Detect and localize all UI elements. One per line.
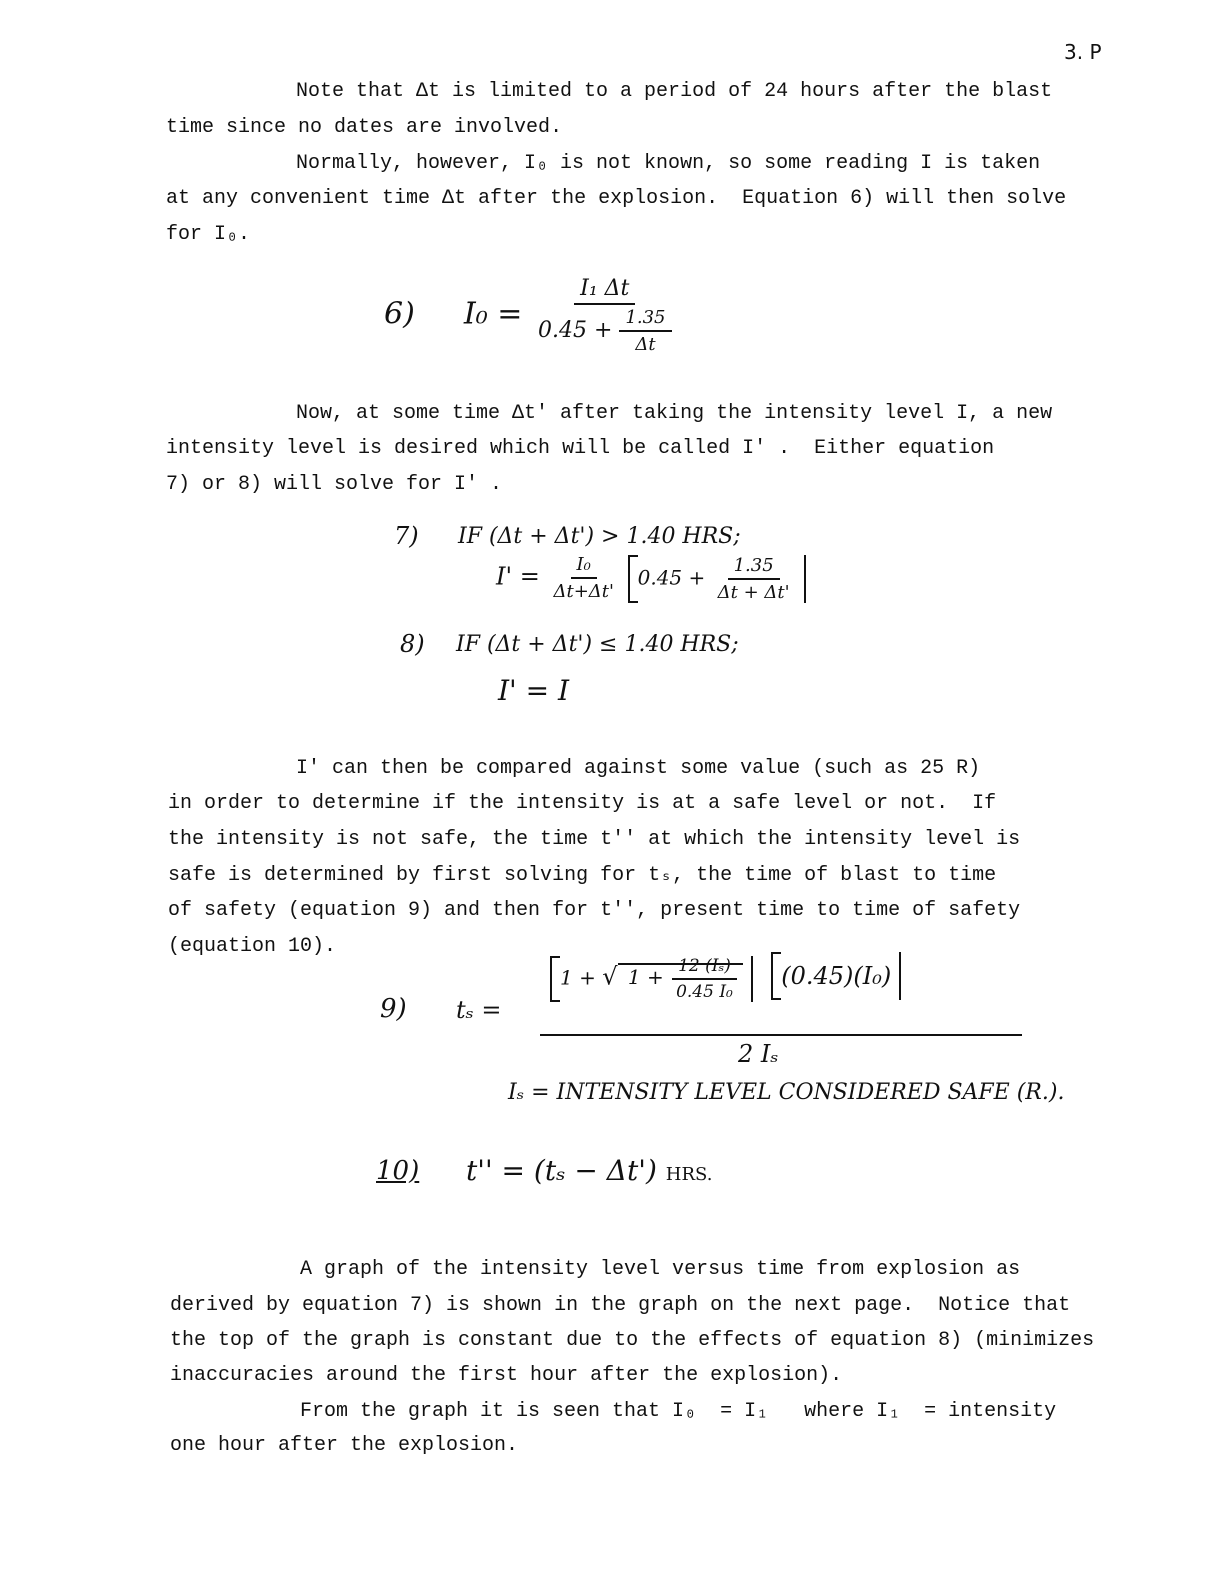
equation-9-denominator: 2 Iₛ [738,1040,779,1068]
equation-9-numerator [550,952,901,1002]
fraction-bar [540,1034,1022,1036]
text-line: Normally, however, I₀ is not known, so some reading I is taken [296,152,1041,175]
page-number: 3. P [1064,40,1102,64]
equation-fraction [547,554,620,602]
inner-numerator: 1.35 [619,307,671,332]
equation-bracket: 1 + √ 1 + $\frac{\text{12 (Iₛ)}}{\text{0.45 I₀}}$ [550,956,753,1002]
equation-unit: HRS. [665,1164,713,1185]
text-line: A graph of the intensity level versus time from explosion as [300,1258,1021,1281]
equation-10-body [466,1154,712,1187]
equation-7-label: 7) [394,522,419,550]
text-line: (equation 10). [168,935,337,958]
equation-8-body: I' = I [498,674,570,707]
text-line: of safety (equation 9) and then for t'', present time to time of safety [168,899,1021,922]
text-line: inaccuracies around the first hour after the explosion). [170,1364,843,1387]
fraction-numerator: I₀ [571,554,597,579]
fraction-numerator: 12 (Iₛ) [672,956,737,980]
equation-6 [384,276,678,355]
equation-9-lhs: tₛ = [456,996,502,1024]
text-line: for I₀. [166,223,251,246]
text-line: I' can then be compared against some value (such as 25 R) [296,757,981,780]
equation-fraction [532,276,678,355]
bracket-term: 0.45 + [637,565,706,590]
denominator-term: 0.45 + [538,318,613,343]
root-term: 1 + [627,965,664,989]
equation-9-label: 9) [380,994,407,1024]
equation-10-label: 10) [376,1156,420,1186]
fraction-denominator: Δt + Δt' [717,582,790,603]
text-line: time since no dates are involved. [166,116,563,139]
fraction-denominator [532,305,678,355]
fraction-denominator: Δt+Δt' [553,581,614,602]
fraction-numerator: 1.35 [728,555,780,580]
text-line: the top of the graph is constant due to the effects of equation 8) (minimizes [170,1329,1095,1352]
text-line: the intensity is not safe, the time t'' at which the intensity level is [168,828,1021,851]
text-line: at any convenient time Δt after the explosion. Equation 6) will then solve [166,187,1067,210]
equation-7-condition: IF (Δt + Δt') > 1.40 HRS; [458,524,741,549]
inner-fraction [619,307,671,355]
equation-9-definition: Iₛ = INTENSITY LEVEL CONSIDERED SAFE (R.). [508,1080,1065,1105]
root-fraction [670,956,739,1002]
equation-bracket [628,555,806,603]
text-line: one hour after the explosion. [170,1434,519,1457]
fraction-denominator: 0.45 I₀ [676,981,733,1002]
equation-8-label: 8) [400,630,425,658]
text-line: in order to determine if the intensity is at a safe level or not. If [168,792,997,815]
text-line: intensity level is desired which will be called I' . Either equation [166,437,995,460]
text-line: Note that Δt is limited to a period of 24 hours after the blast [296,80,1053,103]
inner-denominator: Δt [635,334,656,355]
equation-bracket: (0.45)(I₀) [771,952,901,1000]
equation-lhs: I₀ = [463,296,523,332]
text-line: Now, at some time Δt' after taking the intensity level I, a new [296,402,1053,425]
text-line: derived by equation 7) is shown in the graph on the next page. Notice that [170,1294,1071,1317]
equation-expression: t'' = (tₛ − Δt') [466,1154,657,1187]
text-line: 7) or 8) will solve for I' . [166,473,503,496]
equation-8-condition: IF (Δt + Δt') ≤ 1.40 HRS; [456,632,739,657]
equation-7-body [496,554,806,603]
text-line: From the graph it is seen that I₀ = I₁ where I₁ = intensity [300,1400,1057,1423]
fraction-numerator: I₁ Δt [574,276,635,305]
equation-label: 6) [384,296,415,332]
equation-lhs: I' = [496,562,540,591]
bracket-term: 1 + [560,965,596,989]
text-line: safe is determined by first solving for tₛ, the time of blast to time [168,864,997,887]
bracket-fraction [712,555,796,603]
